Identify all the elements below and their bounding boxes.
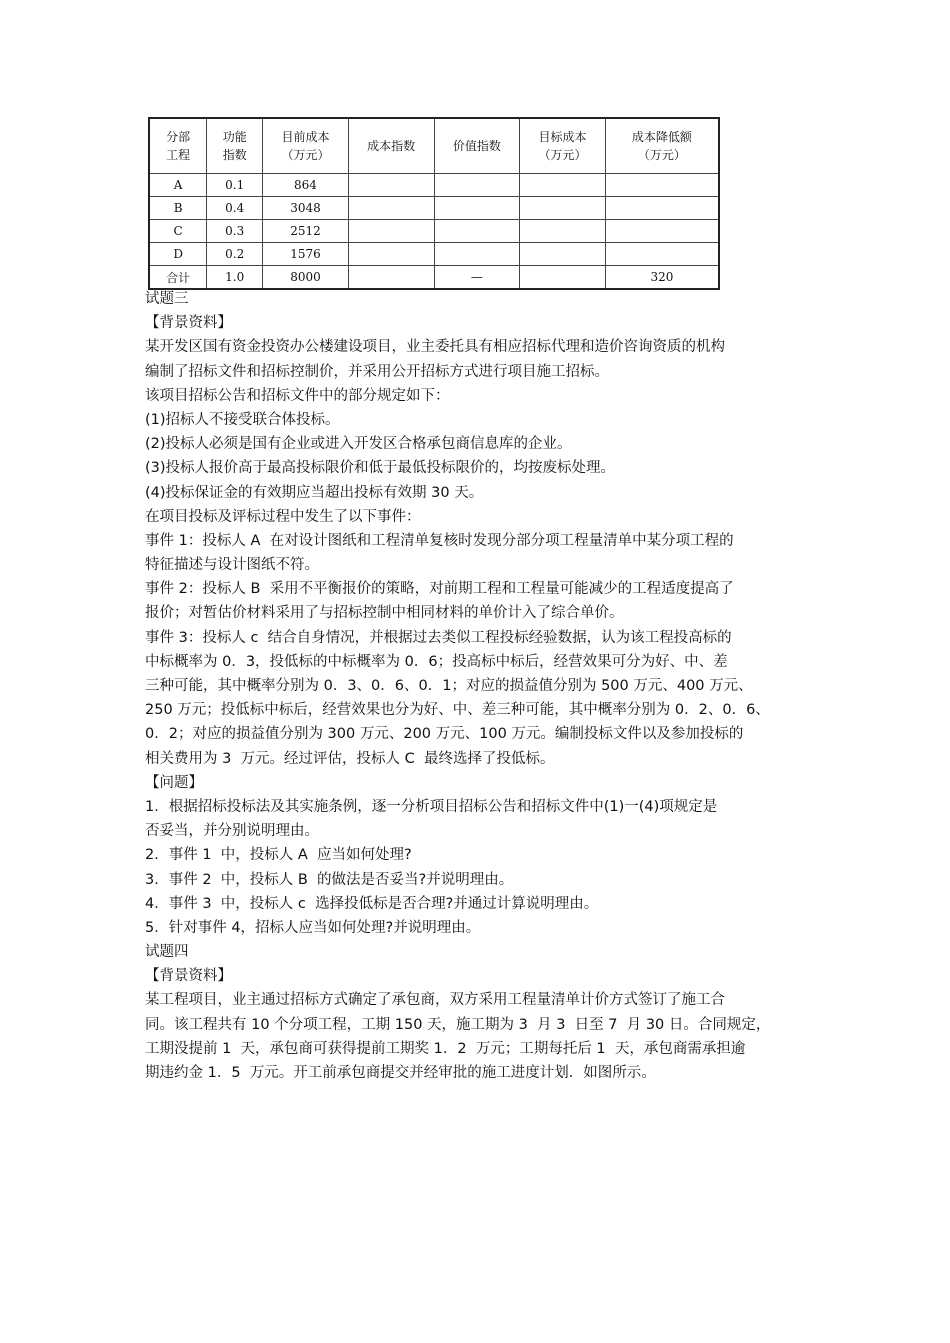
- text-line: (1)招标人不接受联合体投标。: [145, 411, 340, 428]
- table-header-row: [149, 118, 719, 174]
- table-cell: [605, 243, 719, 266]
- table-cell: 0.2: [207, 243, 263, 266]
- text-line: (2)投标人必须是国有企业或进入开发区合格承包商信息库的企业。: [145, 436, 572, 453]
- table-cell: C: [149, 220, 207, 243]
- table-cell: 0.4: [207, 197, 263, 220]
- table-cell: [348, 220, 434, 243]
- table-body: [149, 174, 719, 290]
- text-line: 三种可能，其中概率分别为 0．3、0．6、0．1；对应的损益值分别为 500 万元、400 万元、: [145, 678, 753, 694]
- table-cell: 0.1: [207, 174, 263, 197]
- table-cell: [520, 197, 606, 220]
- text-line: (4)投标保证金的有效期应当超出投标有效期 30 天。: [145, 484, 484, 501]
- table-cell: 1.0: [207, 266, 263, 290]
- text-line: 【背景资料】: [145, 968, 232, 985]
- text-line: 特征描述与设计图纸不符。: [145, 557, 319, 574]
- text-line: 试题三: [145, 291, 189, 307]
- text-line: 报价；对暂估价材料采用了与招标控制中相同材料的单价计入了综合单价。: [145, 605, 624, 622]
- table-cell: 864: [263, 174, 349, 197]
- table-cell: D: [149, 243, 207, 266]
- table-cell: 8000: [263, 266, 349, 290]
- text-line: 【背景资料】: [145, 315, 232, 332]
- text-line: 中标概率为 0．3，投低标的中标概率为 0．6；投高标中标后，经营效果可分为好、中、差: [145, 653, 728, 670]
- table-cell: [348, 243, 434, 266]
- cost-analysis-table: [148, 117, 720, 290]
- text-line: 0．2；对应的损益值分别为 300 万元、200 万元、100 万元。编制投标文件以及参加投标的: [145, 726, 744, 743]
- table-row: [149, 174, 719, 197]
- table-cell: [434, 220, 520, 243]
- table-cell: [605, 197, 719, 220]
- table-row: [149, 243, 719, 266]
- table-cell: [605, 174, 719, 197]
- table-row: [149, 220, 719, 243]
- text-line: 该项目招标公告和招标文件中的部分规定如下：: [145, 387, 450, 404]
- table-cell: B: [149, 197, 207, 220]
- text-line: 某工程项目，业主通过招标方式确定了承包商，双方采用工程量清单计价方式签订了施工合: [145, 992, 725, 1009]
- table-cell: [434, 243, 520, 266]
- header-cell: 成本指数: [348, 118, 434, 174]
- table-cell: —: [434, 266, 520, 290]
- text-line: 1．根据招标投标法及其实施条例，逐一分析项目招标公告和招标文件中(1)一(4)项规定是: [145, 798, 718, 815]
- text-line: 期违约金 1．5 万元。开工前承包商提交并经审批的施工进度计划．如图所示。: [145, 1065, 656, 1081]
- table-cell: [348, 266, 434, 290]
- table-cell: [520, 243, 606, 266]
- header-cell: 成本降低额 （万元）: [605, 118, 719, 174]
- table-cell: [348, 197, 434, 220]
- text-line: 编制了招标文件和招标控制价，并采用公开招标方式进行项目施工招标。: [145, 363, 609, 380]
- table-cell: [605, 220, 719, 243]
- table-cell: 3048: [263, 197, 349, 220]
- table-row: [149, 266, 719, 290]
- table-cell: [434, 174, 520, 197]
- text-line: 250 万元；投低标中标后，经营效果也分为好、中、差三种可能，其中概率分别为 0．2、0．6、: [145, 702, 770, 719]
- header-cell: 目前成本 （万元）: [263, 118, 349, 174]
- header-cell: 分部 工程: [149, 118, 207, 174]
- text-line: 3．事件 2 中，投标人 B 的做法是否妥当?并说明理由。: [145, 871, 514, 888]
- text-line: 5．针对事件 4，招标人应当如何处理?并说明理由。: [145, 919, 481, 936]
- header-cell: 价值指数: [434, 118, 520, 174]
- text-line: (3)投标人报价高于最高投标限价和低于最低投标限价的，均按废标处理。: [145, 460, 616, 477]
- table-cell: [434, 197, 520, 220]
- text-line: 【问题】: [145, 774, 203, 791]
- table-row: [149, 197, 719, 220]
- header-cell: 功能 指数: [207, 118, 263, 174]
- text-line: 否妥当，并分别说明理由。: [145, 823, 319, 840]
- text-line: 同。该工程共有 10 个分项工程，工期 150 天，施工期为 3 月 3 日至 7 月 30 日。合同规定，: [145, 1016, 771, 1033]
- table-cell: 2512: [263, 220, 349, 243]
- header-cell: 目标成本 （万元）: [520, 118, 606, 174]
- text-line: 2．事件 1 中，投标人 A 应当如何处理?: [145, 847, 412, 864]
- table-cell: 0.3: [207, 220, 263, 243]
- table-cell: 合计: [149, 266, 207, 290]
- table-cell: A: [149, 174, 207, 197]
- text-line: 相关费用为 3 万元。经过评估，投标人 C 最终选择了投低标。: [145, 750, 555, 767]
- text-line: 工期没提前 1 天，承包商可获得提前工期奖 1．2 万元；工期每托后 1 天，承包商需承担逾: [145, 1040, 746, 1057]
- text-line: 某开发区国有资金投资办公楼建设项目，业主委托具有相应招标代理和造价咨询资质的机构: [145, 339, 725, 356]
- table-cell: 1576: [263, 243, 349, 266]
- table-cell: 320: [605, 266, 719, 290]
- text-line: 事件 3：投标人 c 结合自身情况，并根据过去类似工程投标经验数据，认为该工程投高标的: [145, 629, 732, 646]
- text-line: 在项目投标及评标过程中发生了以下事件：: [145, 508, 421, 525]
- document-text: [145, 287, 865, 1085]
- table-cell: [520, 174, 606, 197]
- text-line: 事件 2：投标人 B 采用不平衡报价的策略，对前期工程和工程量可能减少的工程适度提高了: [145, 581, 734, 598]
- table-cell: [520, 266, 606, 290]
- text-line: 事件 1：投标人 A 在对设计图纸和工程清单复核时发现分部分项工程量清单中某分项工程的: [145, 532, 734, 549]
- table-cell: [520, 220, 606, 243]
- text-line: 试题四: [145, 944, 189, 961]
- text-line: 4．事件 3 中，投标人 c 选择投低标是否合理?并通过计算说明理由。: [145, 895, 599, 912]
- table-cell: [348, 174, 434, 197]
